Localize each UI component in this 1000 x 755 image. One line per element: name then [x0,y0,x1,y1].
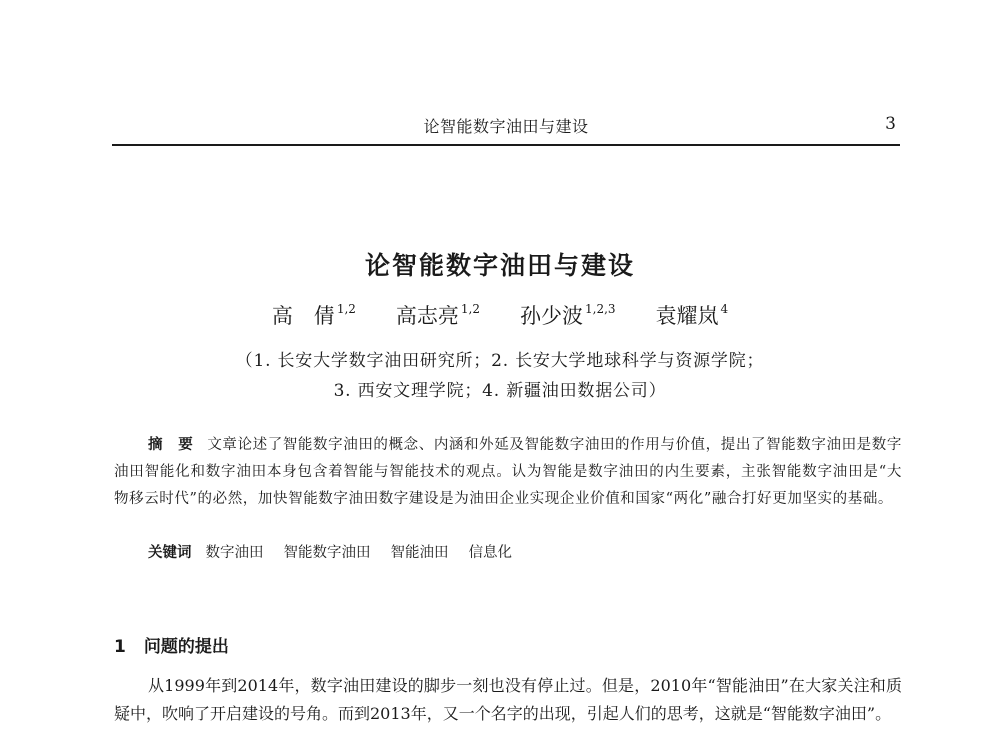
author-name: 高 倩 [271,304,335,328]
author-name: 袁耀岚 [655,304,719,328]
running-head [112,112,900,146]
keyword: 智能数字油田 [283,545,371,561]
author-affiliation-mark: 1,2 [336,302,356,316]
author [396,300,480,330]
abstract-text: 文章论述了智能数字油田的概念、内涵和外延及智能数字油田的作用与价值，提出了智能数字油田是数字油田智能化和数字油田本身包含着智能与智能技术的观点。认为智能是数字油田的内生要素，主张智能数字油田是“大物移云时代”的必然，加快智能数字油田数字建设是为油田企业实现企业价值和国家“两化”融合打好更加坚实的基础。 [114,437,902,507]
page-number: 3 [885,114,896,134]
keywords [148,541,512,562]
section-number: 1 [114,637,126,657]
author-affiliation-mark: 1,2 [460,302,480,316]
abstract-label: 摘 要 [148,437,194,453]
section-title: 问题的提出 [143,637,229,657]
author-affiliation-mark: 4 [720,302,729,316]
author-list [0,300,1000,330]
affiliations-line-2: 3. 西安文理学院；4. 新疆油田数据公司） [333,381,667,401]
author-name: 孙少波 [520,304,583,328]
section-heading [114,632,229,657]
author [272,300,356,330]
author [656,300,729,330]
running-title: 论智能数字油田与建设 [423,117,589,136]
keyword: 数字油田 [205,545,264,561]
author [520,300,616,330]
keyword: 信息化 [468,545,512,561]
keyword: 智能油田 [390,545,449,561]
keywords-label: 关键词 [148,545,192,561]
abstract [114,432,902,513]
affiliations-line-1: （1. 长安大学数字油田研究所；2. 长安大学地球科学与资源学院； [235,351,765,371]
body-paragraph: 从1999年到2014年，数字油田建设的脚步一刻也没有停止过。但是，2010年“智能油田”在大家关注和质疑中，吹响了开启建设的号角。而到2013年，又一个名字的出现，引起人们的思考，这就是“智能数字油田”。 [114,676,902,723]
author-affiliation-mark: 1,2,3 [585,302,616,316]
paper-title: 论智能数字油田与建设 [364,251,635,280]
author-name: 高志亮 [395,304,459,328]
